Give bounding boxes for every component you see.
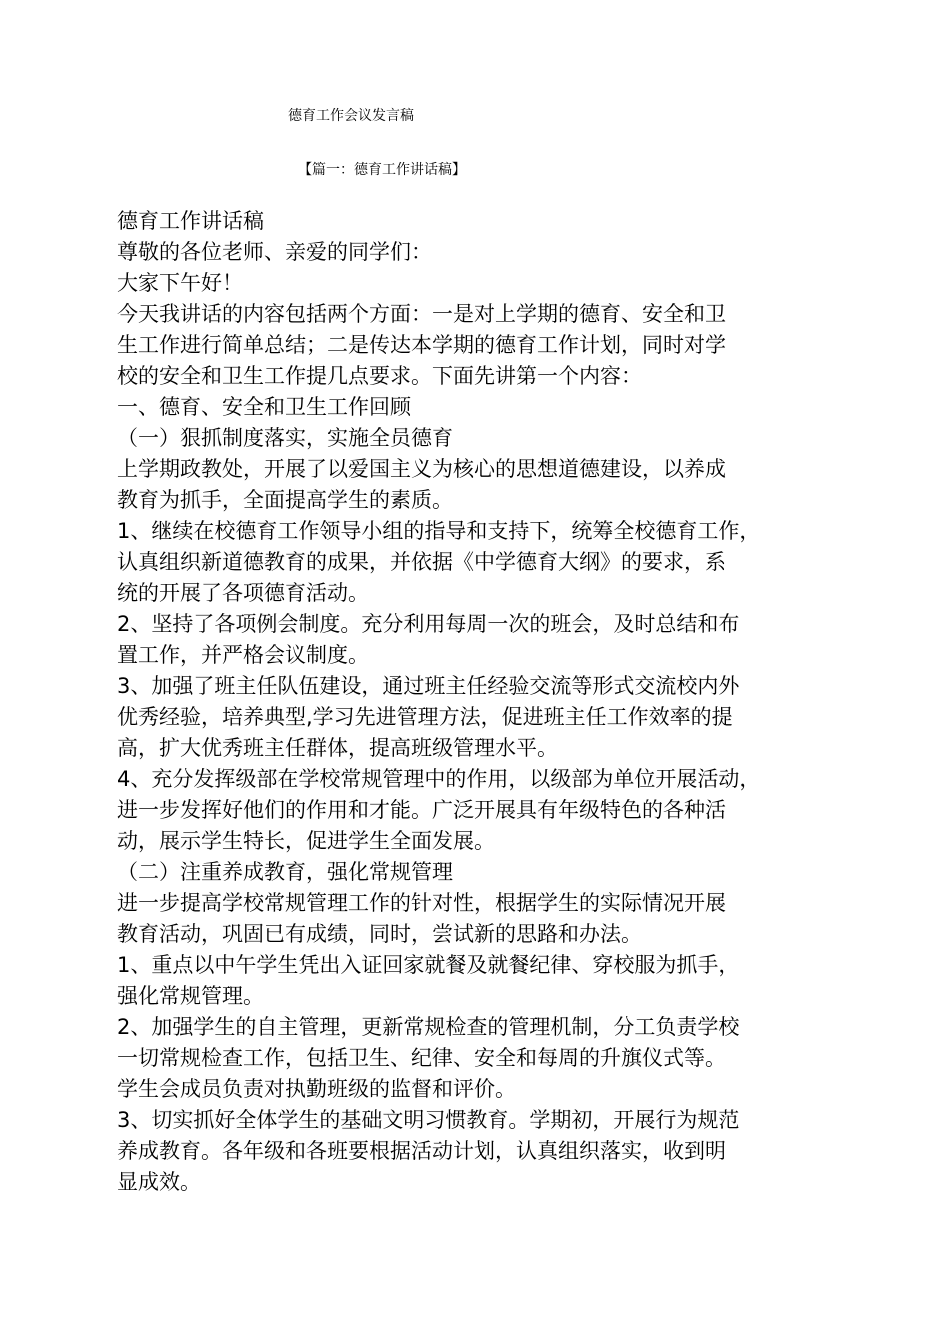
body-line: 置工作，并严格会议制度。	[117, 643, 369, 667]
body-line: 显成效。	[117, 1170, 201, 1194]
body-line: 4、充分发挥级部在学校常规管理中的作用，以级部为单位开展活动，	[117, 767, 761, 791]
body-line: 动，展示学生特长，促进学生全面发展。	[117, 829, 495, 853]
body-line: 尊敬的各位老师、亲爱的同学们：	[117, 240, 432, 264]
body-line: 校的安全和卫生工作提几点要求。下面先讲第一个内容：	[117, 364, 642, 388]
body-line: 一、德育、安全和卫生工作回顾	[117, 395, 411, 419]
body-line: 教育为抓手，全面提高学生的素质。	[117, 488, 453, 512]
body-line: 教育活动，巩固已有成绩，同时，尝试新的思路和办法。	[117, 922, 642, 946]
body-line: 1、继续在校德育工作领导小组的指导和支持下，统筹全校德育工作，	[117, 519, 761, 543]
body-line: 高，扩大优秀班主任群体，提高班级管理水平。	[117, 736, 558, 760]
body-line: 今天我讲话的内容包括两个方面：一是对上学期的德育、安全和卫	[117, 302, 726, 326]
body-line: （二）注重养成教育，强化常规管理	[117, 860, 453, 884]
body-line: 德育工作讲话稿	[117, 209, 264, 233]
body-line: 统的开展了各项德育活动。	[117, 581, 369, 605]
body-line: 学生会成员负责对执勤班级的监督和评价。	[117, 1077, 516, 1101]
body-line: 养成教育。各年级和各班要根据活动计划，认真组织落实，收到明	[117, 1139, 726, 1163]
body-line: 大家下午好！	[117, 271, 243, 295]
body-line: 优秀经验，培养典型,学习先进管理方法，促进班主任工作效率的提	[117, 705, 733, 729]
body-line: 一切常规检查工作，包括卫生、纪律、安全和每周的升旗仪式等。	[117, 1046, 726, 1070]
document-body	[117, 206, 837, 1198]
body-line: 2、坚持了各项例会制度。充分利用每周一次的班会，及时总结和布	[117, 612, 740, 636]
body-line: （一）狠抓制度落实，实施全员德育	[117, 426, 453, 450]
body-line: 认真组织新道德教育的成果，并依据《中学德育大纲》的要求，系	[117, 550, 726, 574]
document-title: 德育工作会议发言稿	[288, 108, 414, 124]
body-line: 1、重点以中午学生凭出入证回家就餐及就餐纪律、穿校服为抓手，	[117, 953, 740, 977]
body-line: 3、加强了班主任队伍建设，通过班主任经验交流等形式交流校内外	[117, 674, 740, 698]
body-line: 进一步发挥好他们的作用和才能。广泛开展具有年级特色的各种活	[117, 798, 726, 822]
body-line: 进一步提高学校常规管理工作的针对性，根据学生的实际情况开展	[117, 891, 726, 915]
body-line: 生工作进行简单总结；二是传达本学期的德育工作计划，同时对学	[117, 333, 726, 357]
body-line: 2、加强学生的自主管理，更新常规检查的管理机制，分工负责学校	[117, 1015, 740, 1039]
body-line: 上学期政教处，开展了以爱国主义为核心的思想道德建设，以养成	[117, 457, 726, 481]
body-line: 强化常规管理。	[117, 984, 264, 1008]
body-line: 3、切实抓好全体学生的基础文明习惯教育。学期初，开展行为规范	[117, 1108, 740, 1132]
document-subtitle: 【篇一：德育工作讲话稿】	[298, 162, 466, 178]
